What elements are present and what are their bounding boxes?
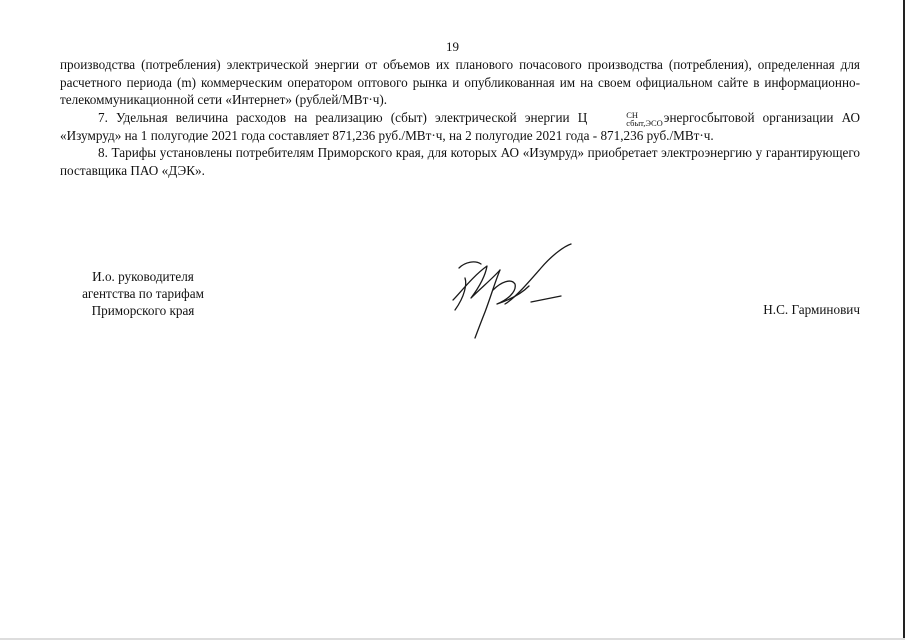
paragraph-continuation: производства (потребления) электрической энергии от объемов их планового почасового производства (потребления), определенная для расчетного периода (m) коммерческим оператором оптового рынка и опубликованная им на своем официальном сайте в информационно-телекоммуникационной сети «Интернет» (рублей/МВт·ч).	[60, 57, 860, 108]
tariff-symbol-indices	[588, 111, 663, 127]
handwritten-signature	[445, 238, 575, 348]
signatory-line-2: агентства по тарифам	[82, 286, 204, 301]
signatory-line-3: Приморского края	[91, 303, 195, 318]
paragraph-7-text-end: энергосбытовой организации АО «Изумруд» на 1 полугодие 2021 года составляет 871,236 руб./МВт·ч, на 2 полугодие 2021 года - 871,236 руб./МВт·ч.	[60, 109, 860, 143]
tariff-symbol-subscript: сбыт,ЭСО	[626, 117, 663, 128]
paragraph-7	[60, 109, 860, 145]
tariff-symbol-superscript: СН	[626, 109, 639, 120]
page-number: 19	[446, 39, 459, 54]
signer-name: Н.С. Гарминович	[763, 302, 860, 317]
paragraph-8: 8. Тарифы установлены потребителям Приморского края, для которых АО «Изумруд» приобретает электроэнергию у гарантирующего поставщика ПАО «ДЭК».	[60, 145, 860, 178]
signatory-line-1: И.о. руководителя	[92, 269, 194, 284]
paragraph-7-text-start: 7. Удельная величина расходов на реализацию (сбыт) электрической энергии Ц	[98, 109, 588, 125]
document-body	[60, 56, 860, 180]
signatory-title	[58, 268, 228, 319]
